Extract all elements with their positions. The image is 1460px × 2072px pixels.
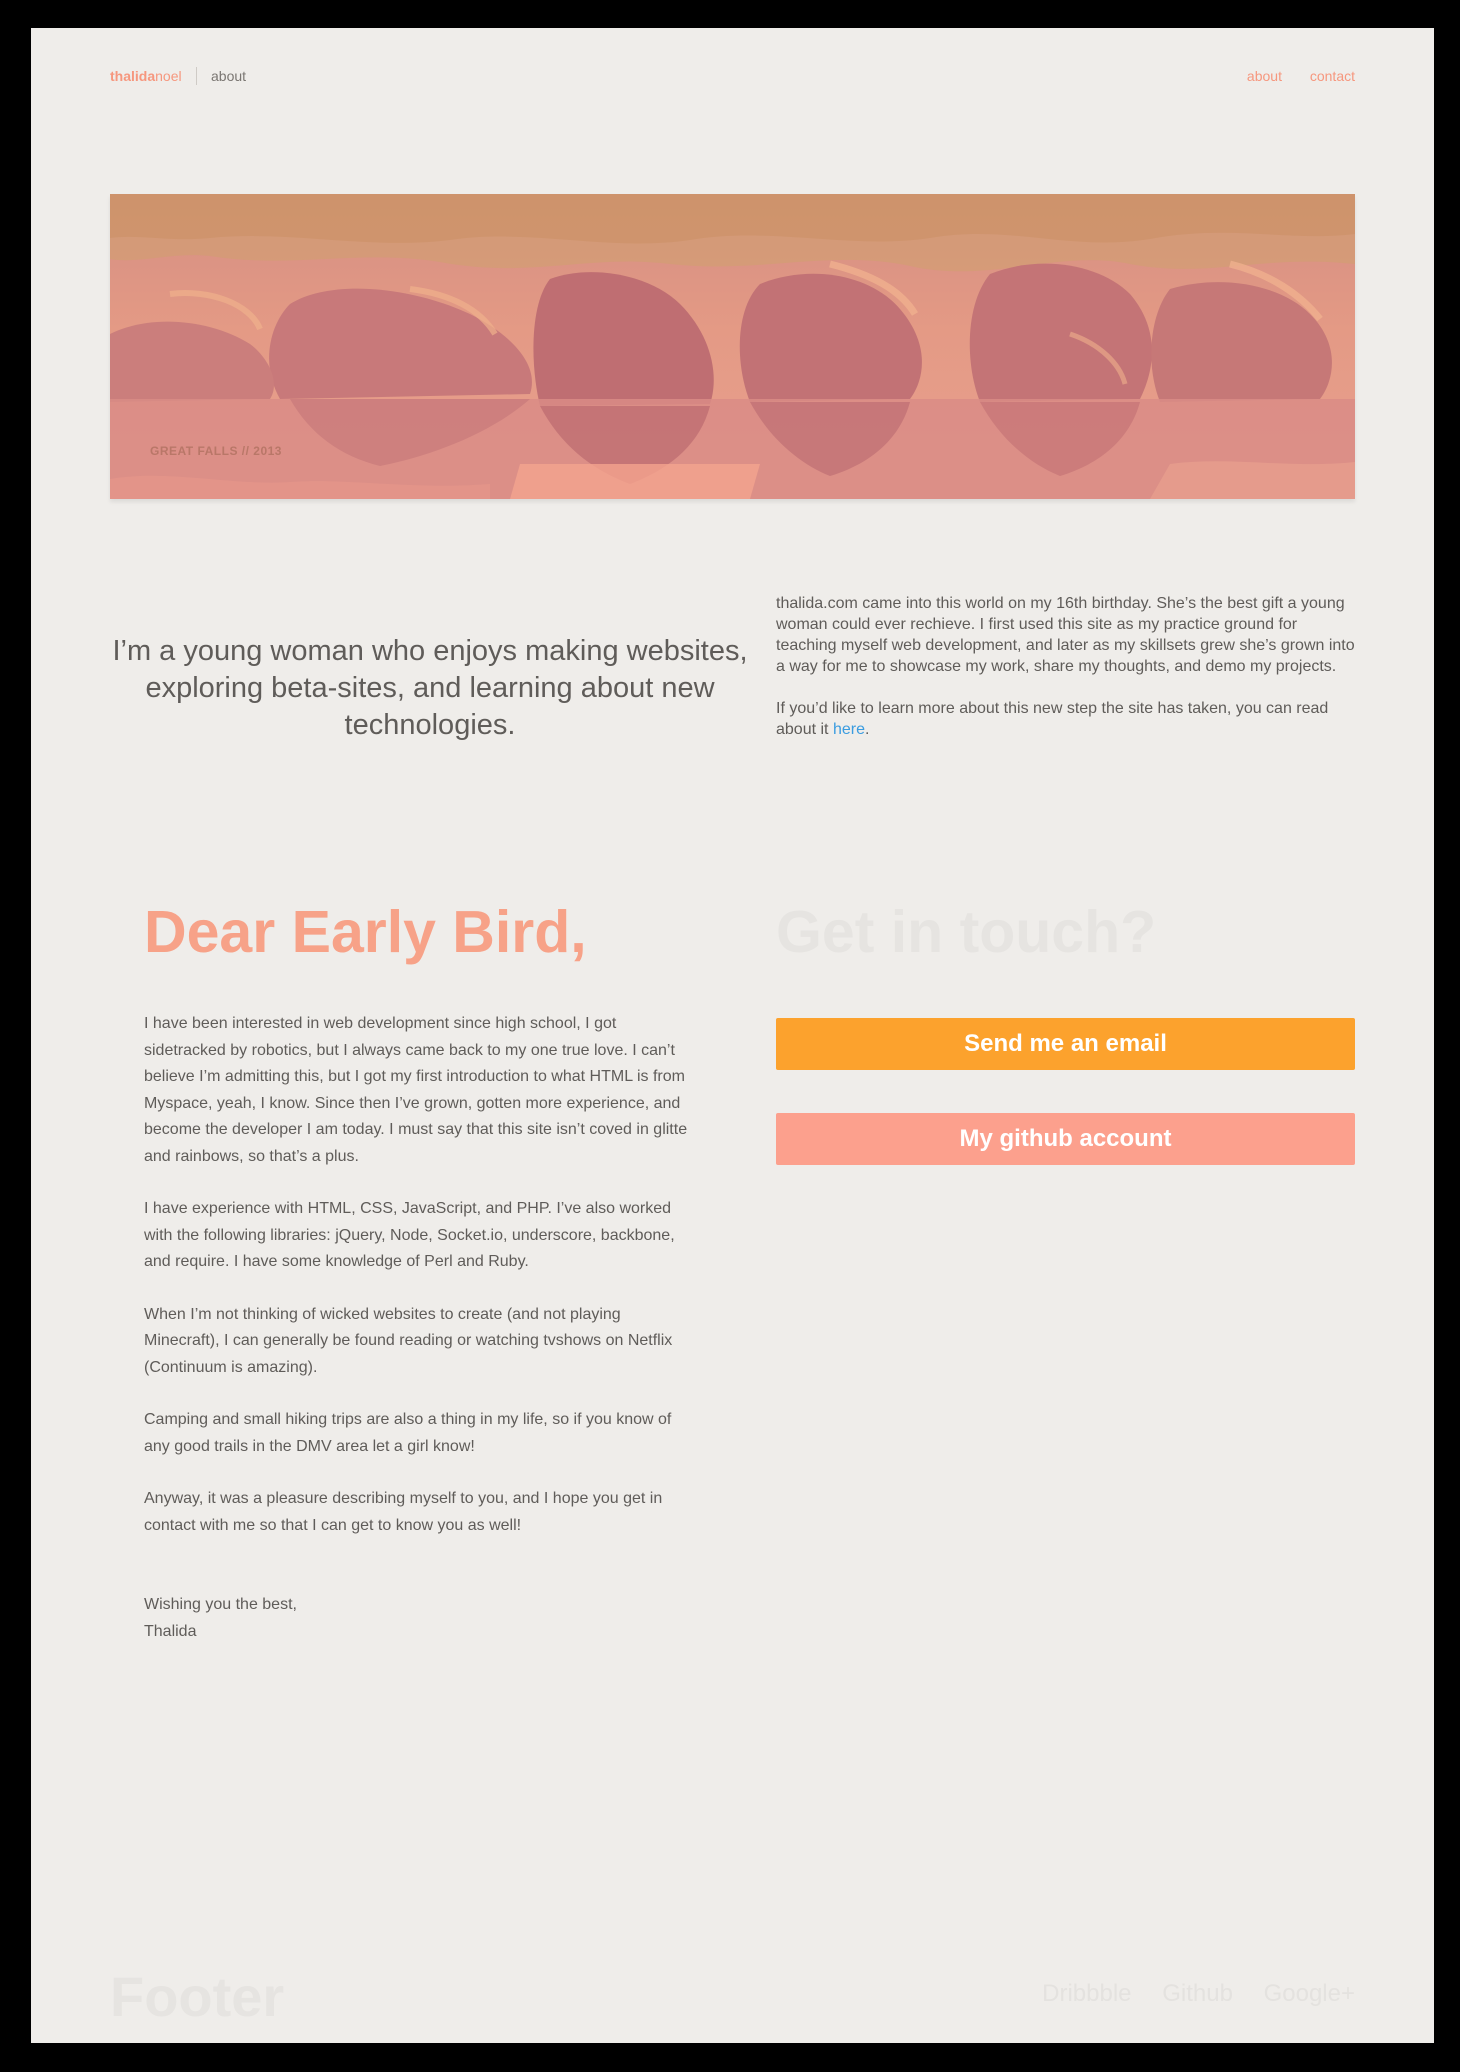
brand-name-light: noel: [155, 68, 182, 84]
nav-link-contact[interactable]: contact: [1309, 68, 1355, 84]
hero-landscape-illustration: [110, 194, 1355, 499]
letter-heading: Dear Early Bird,: [144, 899, 587, 965]
letter-body: [144, 1011, 694, 1645]
learn-more-link[interactable]: here: [832, 721, 865, 738]
brand-logo[interactable]: [110, 68, 182, 84]
hero-caption: GREAT FALLS // 2013: [150, 444, 282, 458]
intro-description: [776, 593, 1361, 761]
letter-signature: Thalida: [144, 1622, 197, 1640]
nav-divider: [196, 67, 197, 85]
intro-paragraph-text: If you’d like to learn more about this new step the site has taken, you can read about it: [776, 700, 1329, 738]
footer-links: [1018, 1980, 1355, 2008]
nav-link-about[interactable]: about: [1246, 68, 1282, 84]
footer-link-dribbble[interactable]: Dribbble: [1042, 1980, 1132, 2007]
footer-heading: Footer: [110, 1965, 285, 2028]
github-account-button[interactable]: My github account: [776, 1113, 1355, 1165]
letter-signoff: [144, 1592, 694, 1645]
letter-paragraph: I have been interested in web development since high school, I got sidetracked by robotics, but I always came back to my one true love. I can’t believe I’m admitting this, but I got my first introduction to what HTML is from Myspace, yeah, I know. Since then I’ve grown, gotten more experience, and become the developer I am today. I must say that this site isn’t coved in glitte and rainbows, so that’s a plus.: [144, 1015, 688, 1165]
contact-heading: Get in touch?: [776, 899, 1157, 965]
intro-paragraph: thalida.com came into this world on my 16th birthday. She’s the best gift a young woman could ever rechieve. I first used this site as my practice ground for teaching myself web development, and later as my skillsets grew she’s grown into a way for me to showcase my work, share my thoughts, and demo my projects.: [776, 595, 1355, 675]
letter-paragraph: When I’m not thinking of wicked websites to create (and not playing Minecraft), I can generally be found reading or watching tvshows on Netflix (Continuum is amazing).: [144, 1305, 673, 1376]
top-nav: [110, 68, 1355, 92]
letter-paragraph: Anyway, it was a pleasure describing myself to you, and I hope you get in contact with me so that I can get to know you as well!: [144, 1490, 663, 1534]
intro-tagline: I’m a young woman who enjoys making websites, exploring beta-sites, and learning about new technologies.: [112, 635, 748, 741]
brand-name-bold: thalida: [110, 68, 156, 84]
letter-closing: Wishing you the best,: [144, 1596, 297, 1613]
intro-paragraph: [776, 698, 1361, 740]
nav-links: [1223, 68, 1355, 84]
current-section-label: about: [211, 68, 247, 84]
page: [31, 28, 1434, 2043]
letter-paragraph: Camping and small hiking trips are also a thing in my life, so if you know of any good trails in the DMV area let a girl know!: [144, 1411, 672, 1455]
send-email-button[interactable]: Send me an email: [776, 1018, 1355, 1070]
footer-link-googleplus[interactable]: Google+: [1263, 1980, 1355, 2007]
intro-paragraph-end: .: [864, 721, 870, 738]
footer-link-github[interactable]: Github: [1162, 1980, 1233, 2007]
letter-paragraph: I have experience with HTML, CSS, JavaScript, and PHP. I’ve also worked with the following libraries: jQuery, Node, Socket.io, underscore, backbone, and require. I have some knowledge of Perl and Ruby.: [144, 1200, 675, 1270]
hero-image: [110, 194, 1355, 499]
